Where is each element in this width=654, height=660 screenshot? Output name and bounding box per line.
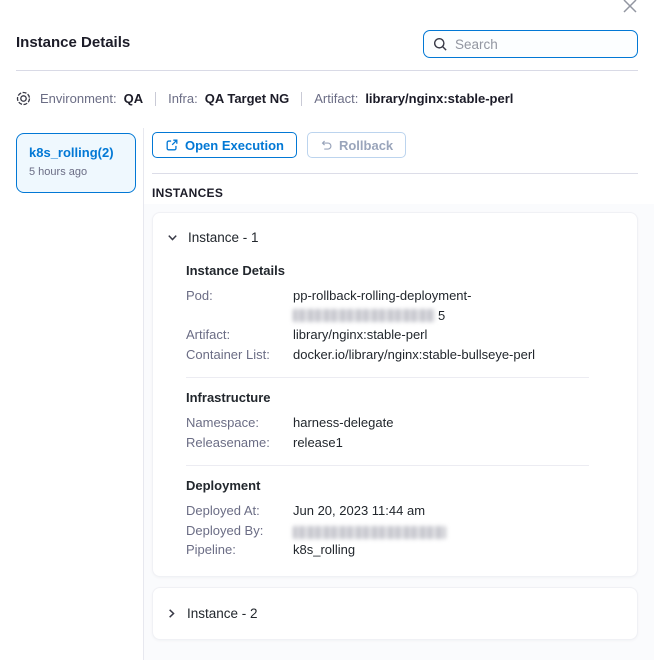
detail-row-artifact [186, 325, 589, 345]
section-heading: Infrastructure [186, 390, 271, 405]
actions-bar [152, 132, 406, 158]
separator [301, 92, 302, 106]
execution-name: k8s_rolling(2) [29, 145, 114, 160]
environment-summary [16, 91, 513, 106]
rollback-icon [320, 139, 333, 152]
section-divider [186, 465, 589, 466]
instance-1-card [152, 212, 638, 577]
open-execution-label: Open Execution [185, 137, 284, 153]
section-divider [186, 377, 589, 378]
detail-row-namespace [186, 413, 589, 433]
environment-value: QA [123, 91, 144, 106]
row-value: k8s_rolling [293, 542, 356, 557]
row-label: Pipeline: [186, 542, 236, 557]
instance-title: Instance - 2 [187, 605, 258, 621]
execution-card-k8s-rolling[interactable] [16, 133, 136, 193]
row-value: pp-rollback-rolling-deployment-5 [293, 288, 472, 323]
instance-1-body [153, 245, 637, 576]
chevron-down-icon[interactable] [166, 231, 179, 244]
separator [155, 92, 156, 106]
external-link-icon [165, 138, 179, 152]
rollback-label: Rollback [338, 137, 394, 153]
detail-row-container-list [186, 345, 589, 365]
open-execution-button[interactable] [152, 132, 297, 158]
search-input[interactable] [455, 37, 628, 52]
section-heading: Deployment [186, 478, 261, 493]
row-value: Jun 20, 2023 11:44 am [293, 503, 426, 518]
instance-1-header[interactable] [153, 213, 637, 245]
detail-row-releasename [186, 433, 589, 453]
infra-label: Infra: [168, 91, 198, 106]
row-value: docker.io/library/nginx:stable-bullseye-perl [293, 346, 536, 362]
row-label: Deployed By: [186, 522, 264, 538]
row-label: Pod: [186, 288, 213, 303]
redacted-text [293, 309, 435, 322]
search-box[interactable] [423, 30, 638, 58]
environment-label: Environment: [40, 91, 117, 106]
row-label: Releasename: [186, 434, 270, 450]
rollback-button[interactable] [307, 132, 406, 158]
instance-title: Instance - 1 [188, 230, 259, 245]
redacted-text [293, 526, 446, 539]
detail-row-deployed-by [186, 521, 589, 541]
row-label: Namespace: [186, 415, 259, 430]
row-label: Container List: [186, 346, 270, 362]
chevron-right-icon[interactable] [165, 607, 178, 620]
detail-row-deployed-at [186, 501, 589, 521]
instance-2-card[interactable] [152, 587, 638, 640]
actions-divider [152, 173, 638, 174]
artifact-label: Artifact: [314, 91, 359, 106]
page-title: Instance Details [16, 34, 131, 51]
close-icon[interactable] [620, 0, 640, 20]
row-value: release1 [293, 434, 343, 450]
row-value: library/nginx:stable-perl [293, 327, 428, 342]
execution-time: 5 hours ago [29, 166, 88, 178]
row-value [293, 521, 446, 541]
environment-icon [16, 91, 31, 106]
infra-value: QA Target NG [204, 91, 290, 106]
search-icon [433, 37, 448, 52]
section-heading: Instance Details [186, 263, 285, 278]
detail-row-pod [186, 286, 589, 325]
row-value: harness-delegate [293, 415, 394, 430]
artifact-value: library/nginx:stable-perl [365, 91, 514, 106]
row-label: Artifact: [186, 327, 231, 342]
detail-row-pipeline [186, 540, 589, 560]
row-label: Deployed At: [186, 503, 260, 518]
instances-panel [144, 204, 654, 660]
instances-section-label: INSTANCES [152, 186, 224, 200]
header-divider [16, 70, 638, 71]
